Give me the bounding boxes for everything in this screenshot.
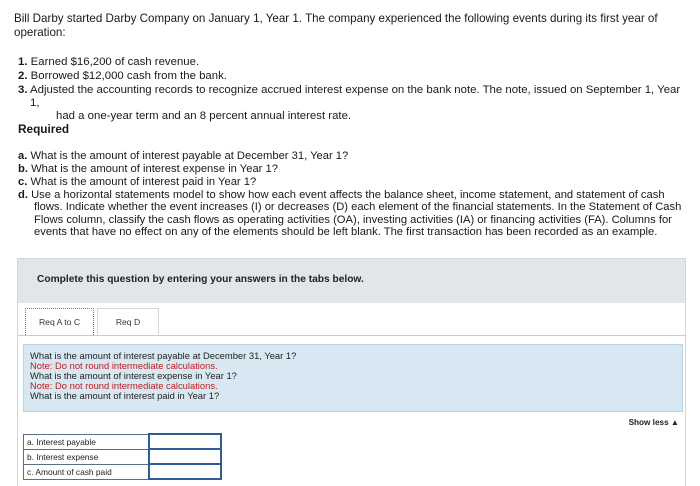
question-letter: d.	[18, 188, 28, 201]
interest-payable-input[interactable]	[150, 436, 220, 447]
question-box-note: Note: Do not round intermediate calculations.	[30, 360, 218, 371]
event-text: Borrowed $12,000 cash from the bank.	[30, 70, 227, 82]
cash-paid-input[interactable]	[150, 466, 220, 477]
tab-content	[18, 335, 685, 486]
questions-list	[18, 150, 686, 239]
event-text: Earned $16,200 of cash revenue.	[30, 56, 200, 68]
answer-label: b. Interest expense	[24, 449, 149, 464]
question-box	[23, 344, 683, 412]
question-text: Use a horizontal statements model to show how each event affects the balance sheet, income statement, and statement of cash	[31, 188, 665, 201]
question-item-a	[18, 150, 686, 162]
instruction-text: Complete this question by entering your answers in the tabs below.	[37, 274, 364, 285]
question-text: What is the amount of interest expense in Year 1?	[31, 162, 278, 175]
question-box-line: What is the amount of interest payable at December 31, Year 1?	[30, 350, 297, 361]
event-number: 2.	[18, 70, 28, 82]
tab-req-a-to-c[interactable]: Req A to C	[25, 308, 94, 335]
answer-cell	[149, 449, 221, 464]
question-box-line: What is the amount of interest paid in Year 1?	[30, 390, 220, 401]
answer-cell	[149, 464, 221, 479]
tab-req-d[interactable]: Req D	[97, 308, 159, 335]
event-item-2	[18, 70, 690, 83]
question-letter: c.	[18, 175, 28, 188]
event-number: 1.	[18, 56, 28, 68]
answer-label: a. Interest payable	[24, 434, 149, 449]
table-row	[24, 464, 221, 479]
question-box-line: What is the amount of interest expense in Year 1?	[30, 370, 237, 381]
question-text: What is the amount of interest paid in Year 1?	[30, 175, 257, 188]
question-item-d	[18, 189, 686, 239]
problem-intro: Bill Darby started Darby Company on January 1, Year 1. The company experienced the following events during its first year of operation:	[14, 12, 658, 39]
required-heading: Required	[18, 122, 70, 136]
show-less-toggle[interactable]: Show less ▲	[628, 418, 679, 427]
question-item-c	[18, 176, 686, 188]
answer-table	[23, 433, 222, 480]
answer-cell	[149, 434, 221, 449]
question-text: What is the amount of interest payable at December 31, Year 1?	[30, 150, 349, 162]
event-text: Adjusted the accounting records to recognize accrued interest expense on the bank note. The note, issued on September 1, Year 1,	[30, 84, 681, 109]
answer-label: c. Amount of cash paid	[24, 464, 149, 479]
interest-expense-input[interactable]	[150, 451, 220, 462]
question-letter: b.	[18, 162, 28, 175]
event-item-1	[18, 56, 690, 69]
events-list	[18, 56, 690, 124]
instruction-bar	[18, 259, 685, 303]
question-box-note: Note: Do not round intermediate calculations.	[30, 380, 218, 391]
event-item-3	[18, 84, 690, 123]
table-row	[24, 434, 221, 449]
question-letter: a.	[18, 150, 28, 162]
question-item-b	[18, 163, 686, 175]
event-text-continued: had a one-year term and an 8 percent annual interest rate.	[56, 110, 352, 122]
answer-panel	[17, 258, 686, 486]
question-text-continued: flows. Indicate whether the event increases (I) or decreases (D) each element of the financial statements. In the Statement of Cash Flows column, classify the cash flows as operating activities (OA), investing activities (IA) or financing activities (FA). Columns for events that have no effect on any of the elements should be left blank. The first transaction has been recorded as an example.	[34, 201, 682, 238]
table-row	[24, 449, 221, 464]
event-number: 3.	[18, 84, 28, 96]
